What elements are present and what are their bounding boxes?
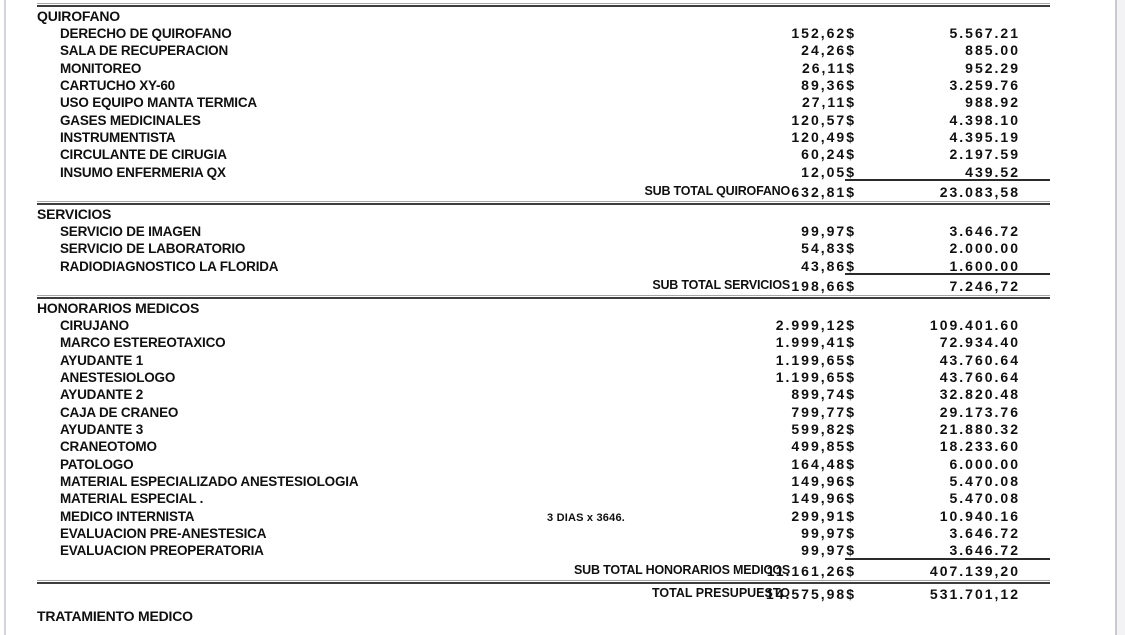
item-unit-price: 499,85$ (791, 438, 856, 455)
item-row (37, 542, 1050, 559)
item-unit-price: 12,05$ (801, 163, 856, 180)
item-label: SERVICIO DE LABORATORIO (60, 241, 246, 257)
item-label: INSUMO ENFERMERIA QX (60, 164, 226, 180)
item-row (37, 42, 1050, 59)
item-unit-price: 149,96$ (791, 490, 856, 507)
item-label: CAJA DE CRANEO (60, 404, 179, 420)
item-total-amount: 21.880.32 (939, 420, 1020, 437)
item-unit-price: 43,86$ (801, 257, 856, 274)
subtotal-total-amount: 23.083,58 (939, 183, 1020, 200)
item-unit-price: 299,91$ (791, 507, 856, 524)
subtotal-row (37, 181, 1050, 201)
page-left-edge-line (4, 0, 6, 635)
item-unit-price: 60,24$ (801, 146, 856, 163)
section-header: QUIROFANO (37, 8, 120, 24)
item-unit-price: 164,48$ (791, 455, 856, 472)
item-row (37, 129, 1050, 146)
grand-total-label: TOTAL PRESUPUESTO (652, 585, 790, 600)
grand-total-row (37, 584, 1050, 603)
item-unit-price: 2.999,12$ (775, 316, 856, 333)
item-row (37, 369, 1050, 386)
item-row (37, 94, 1050, 111)
item-total-amount: 72.934.40 (939, 334, 1020, 351)
item-label: CIRUJANO (60, 317, 129, 333)
item-unit-price: 89,36$ (801, 76, 856, 93)
page-right-margin (1117, 0, 1125, 635)
section-header: HONORARIOS MEDICOS (37, 299, 200, 316)
item-total-amount: 5.470.08 (949, 472, 1020, 489)
item-label: SERVICIO DE IMAGEN (60, 223, 201, 239)
item-total-amount: 885.00 (965, 42, 1020, 59)
item-unit-price: 99,97$ (801, 524, 856, 541)
item-row (37, 438, 1050, 455)
item-unit-price: 799,77$ (791, 403, 856, 420)
item-unit-price: 599,82$ (791, 420, 856, 437)
item-note: 3 DIAS x 3646. (547, 511, 626, 524)
item-label: CARTUCHO XY-60 (60, 77, 175, 93)
item-row (37, 334, 1050, 351)
item-row (37, 258, 1050, 275)
item-row (37, 473, 1050, 490)
item-label: MEDICO INTERNISTA (60, 508, 195, 524)
item-label: MATERIAL ESPECIAL . (60, 491, 204, 507)
item-unit-price: 24,26$ (801, 42, 856, 59)
item-total-amount: 4.395.19 (949, 128, 1020, 145)
item-label: GASES MEDICINALES (60, 112, 201, 128)
item-label: CIRCULANTE DE CIRUGIA (60, 147, 227, 163)
item-label: EVALUACION PRE-ANESTESICA (60, 525, 267, 541)
item-total-amount: 10.940.16 (939, 507, 1020, 524)
item-row (37, 317, 1050, 334)
item-unit-price: 54,83$ (801, 240, 856, 257)
subtotal-unit-price: 11.161,26$ (766, 562, 856, 579)
item-label: ANESTESIOLOGO (60, 369, 176, 385)
item-row (37, 60, 1050, 77)
item-unit-price: 899,74$ (791, 386, 856, 403)
subtotal-row (37, 560, 1050, 580)
item-row (37, 525, 1050, 542)
item-unit-price: 120,57$ (791, 111, 856, 128)
item-label: AYUDANTE 3 (60, 421, 144, 437)
item-total-amount: 5.567.21 (949, 25, 1020, 41)
section-header: SERVICIOS (37, 205, 112, 222)
item-unit-price: 26,11$ (801, 59, 856, 76)
item-total-amount: 109.401.60 (929, 316, 1020, 333)
item-row (37, 223, 1050, 240)
item-unit-price: 120,49$ (791, 128, 856, 145)
item-unit-price: 27,11$ (801, 94, 856, 111)
item-total-amount: 4.398.10 (949, 111, 1020, 128)
subtotal-label: SUB TOTAL QUIROFANO (644, 183, 790, 198)
grand-total-unit-price: 14.575,98$ (765, 585, 856, 602)
item-row (37, 404, 1050, 421)
item-row (37, 112, 1050, 129)
item-total-amount: 43.760.64 (939, 368, 1020, 385)
subtotal-unit-price: 632,81$ (791, 183, 856, 200)
item-row (37, 421, 1050, 438)
item-total-amount: 6.000.00 (949, 455, 1020, 472)
subtotal-unit-price: 198,66$ (791, 277, 856, 294)
item-unit-price: 149,96$ (791, 472, 856, 489)
item-unit-price: 1.199,65$ (775, 368, 856, 385)
subtotal-total-amount: 7.246,72 (949, 277, 1020, 294)
item-total-amount: 5.470.08 (949, 490, 1020, 507)
item-row (37, 456, 1050, 473)
item-label: EVALUACION PREOPERATORIA (60, 543, 264, 559)
item-total-amount: 2.000.00 (949, 240, 1020, 257)
item-total-amount: 439.52 (965, 163, 1020, 180)
item-label: AYUDANTE 2 (60, 387, 144, 403)
item-row (37, 490, 1050, 507)
item-unit-price: 99,97$ (801, 222, 856, 239)
item-total-amount: 988.92 (965, 94, 1020, 111)
item-row (37, 146, 1050, 163)
item-total-amount: 3.646.72 (949, 542, 1020, 559)
item-unit-price: 1.199,65$ (775, 351, 856, 368)
item-total-amount: 29.173.76 (939, 403, 1020, 420)
item-row (37, 164, 1050, 181)
item-total-amount: 3.259.76 (949, 76, 1020, 93)
subtotal-row (37, 275, 1050, 295)
item-total-amount: 3.646.72 (949, 524, 1020, 541)
item-label: SALA DE RECUPERACION (60, 43, 229, 59)
item-label: INSTRUMENTISTA (60, 129, 176, 145)
item-label: RADIODIAGNOSTICO LA FLORIDA (60, 258, 279, 274)
item-total-amount: 18.233.60 (939, 438, 1020, 455)
item-label: MARCO ESTEREOTAXICO (60, 335, 226, 351)
item-unit-price: 99,97$ (801, 542, 856, 559)
item-unit-price: 1.999,41$ (775, 334, 856, 351)
item-total-amount: 952.29 (965, 59, 1020, 76)
item-label: CRANEOTOMO (60, 439, 157, 455)
item-total-amount: 3.646.72 (949, 222, 1020, 239)
item-label: USO EQUIPO MANTA TERMICA (60, 95, 257, 111)
subtotal-label: SUB TOTAL HONORARIOS MEDICOS (574, 562, 790, 577)
item-row (37, 77, 1050, 94)
item-label: DERECHO DE QUIROFANO (60, 26, 232, 41)
subtotal-total-amount: 407.139,20 (929, 562, 1020, 579)
item-total-amount: 32.820.48 (939, 386, 1020, 403)
grand-total-amount: 531.701,12 (929, 585, 1020, 602)
item-label: MONITOREO (60, 60, 142, 76)
item-total-amount: 1.600.00 (949, 257, 1020, 274)
subtotal-label: SUB TOTAL SERVICIOS (652, 277, 790, 292)
item-row (37, 508, 1050, 525)
item-row (37, 386, 1050, 403)
item-row (37, 240, 1050, 257)
item-total-amount: 2.197.59 (949, 146, 1020, 163)
item-label: AYUDANTE 1 (60, 352, 144, 368)
item-unit-price: 152,62$ (791, 25, 856, 41)
section-header: TRATAMIENTO MEDICO (37, 607, 193, 624)
item-label: MATERIAL ESPECIALIZADO ANESTESIOLOGIA (60, 473, 359, 489)
budget-table (37, 3, 1050, 625)
item-row (37, 25, 1050, 42)
item-row (37, 352, 1050, 369)
item-total-amount: 43.760.64 (939, 351, 1020, 368)
item-label: PATOLOGO (60, 456, 134, 472)
